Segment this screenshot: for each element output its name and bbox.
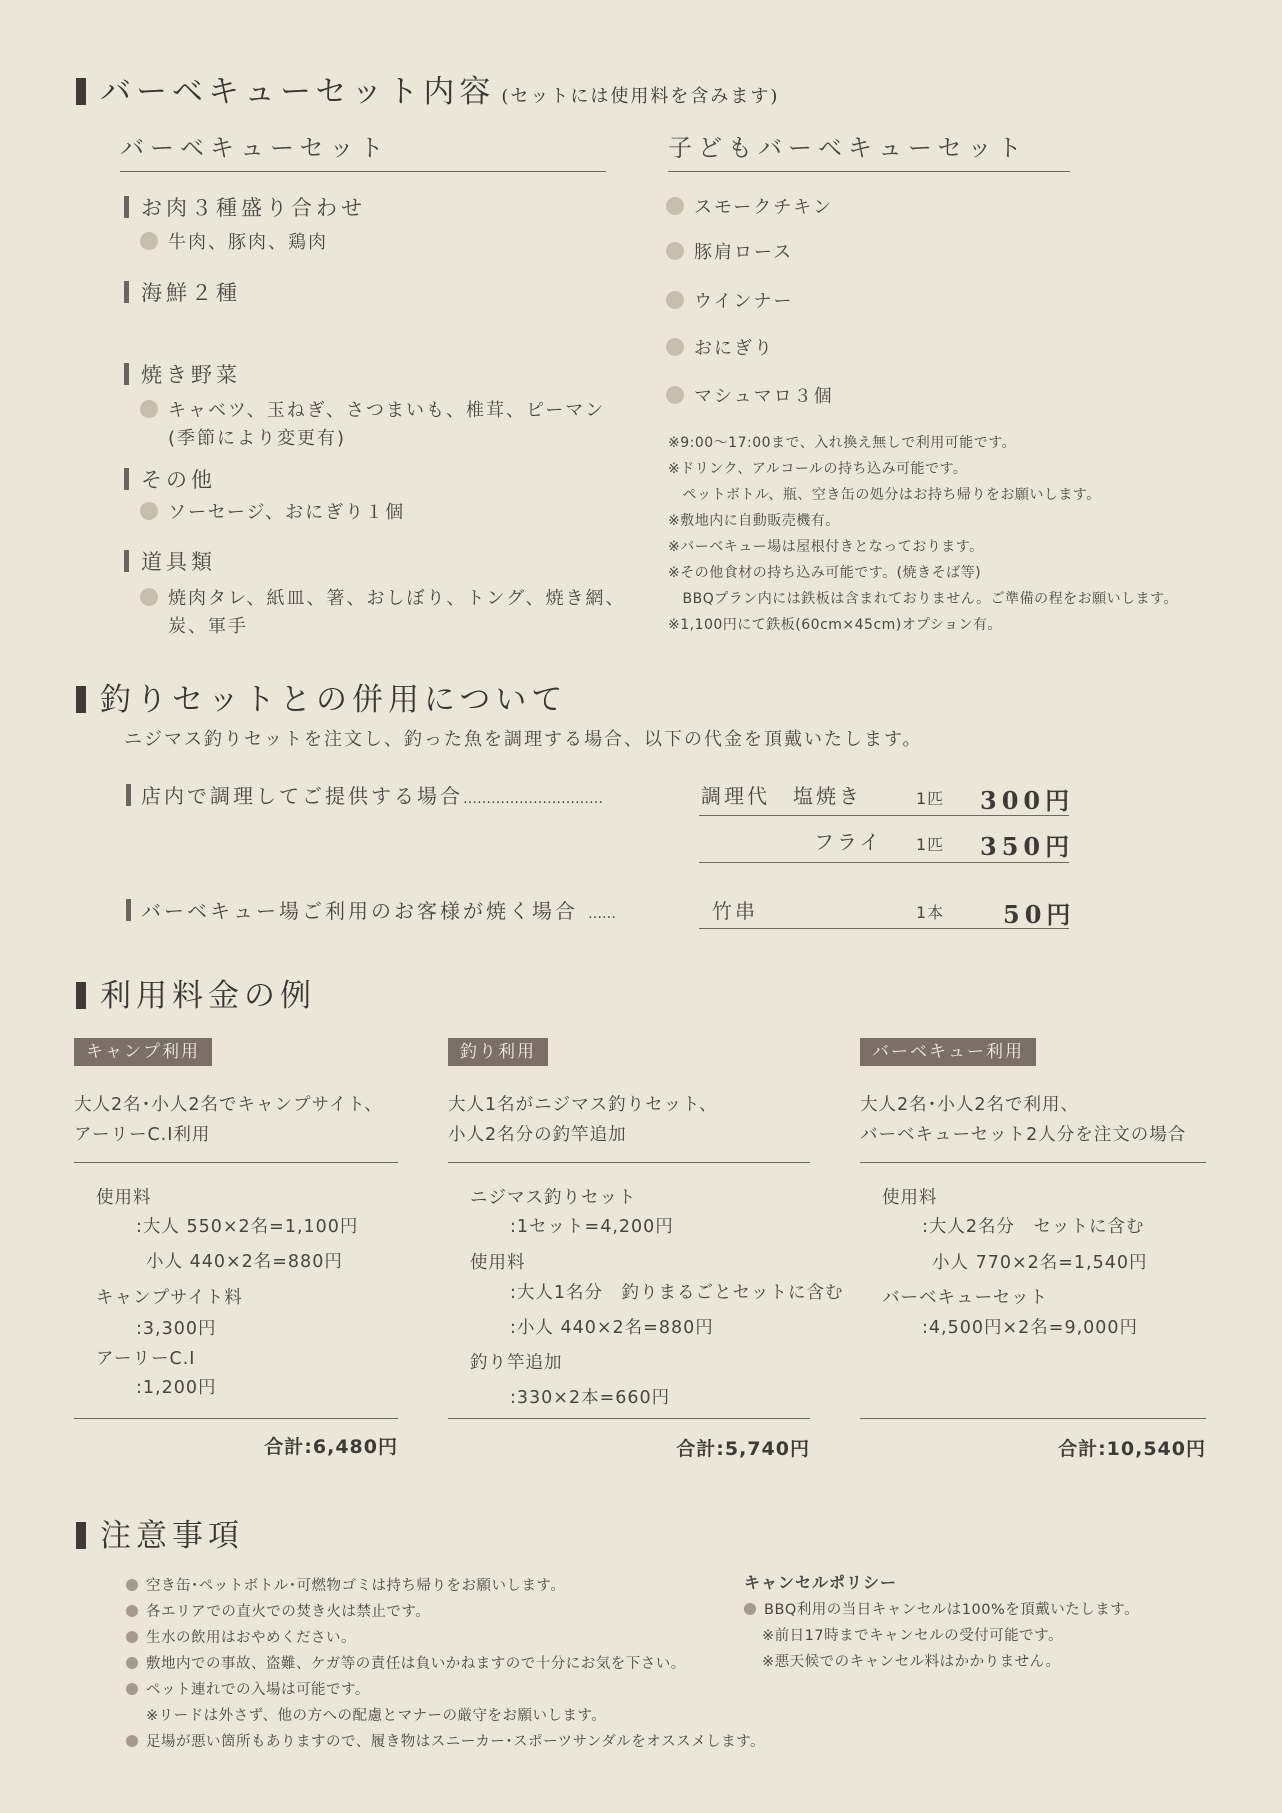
bullet-icon: [744, 1603, 756, 1615]
fishing-row-label: 店内で調理してご提供する場合…………………………: [126, 780, 603, 809]
bullet-icon: [140, 502, 158, 520]
other-heading: その他: [124, 464, 216, 494]
bbq-set-heading: バーベキューセット: [120, 128, 606, 172]
examples-section-title: 利用料金の例: [76, 970, 316, 1015]
divider: [74, 1162, 398, 1163]
bbq-note: ※敷地内に自動販売機有。: [668, 513, 840, 529]
title-bar-icon: [76, 78, 86, 105]
fish-desc: 大人1名がニジマス釣りセット、 小人2名分の釣竿追加: [448, 1095, 718, 1145]
bbq-line: :大人2名分 セットに含む: [922, 1217, 1145, 1237]
caution-item: 空き缶･ペットボトル･可燃物ゴミは持ち帰りをお願いします。: [126, 1574, 565, 1595]
divider: [699, 815, 1069, 816]
fishing-row-item: フライ: [814, 830, 883, 854]
kids-bbq-set-heading: 子どもバーベキューセット: [668, 128, 1070, 172]
bbq-note: ※9:00～17:00まで、入れ換え無しで利用可能です。: [668, 435, 1017, 451]
bullet-icon: [126, 1605, 138, 1617]
bbq-line: 使用料: [882, 1188, 938, 1208]
divider: [860, 1162, 1206, 1163]
fish-tag: 釣り利用: [448, 1038, 548, 1066]
camp-line: 使用料: [96, 1188, 152, 1208]
divider: [699, 862, 1069, 863]
caution-item: ペット連れでの入場は可能です。: [126, 1678, 370, 1699]
bbq-note: ※その他食材の持ち込み可能です。(焼きそば等): [668, 565, 982, 581]
cancel-policy-heading: キャンセルポリシー: [744, 1573, 898, 1592]
fish-line: ニジマス釣りセット: [470, 1188, 637, 1208]
divider: [699, 928, 1069, 929]
other-item: ソーセージ、おにぎり１個: [140, 498, 405, 524]
kids-item: おにぎり: [666, 334, 774, 360]
fish-line: :大人1名分 釣りまるごとセットに含む: [510, 1283, 844, 1303]
bbq-desc: 大人2名･小人2名で利用、 バーベキューセット2人分を注文の場合: [860, 1095, 1187, 1145]
tools-item: 焼肉タレ、紙皿、箸、おしぼり、トング、焼き網、: [140, 584, 625, 610]
bbq-line: :4,500円×2名=9,000円: [922, 1318, 1139, 1338]
bullet-icon: [666, 242, 684, 260]
caution-item: 足場が悪い箇所もありますので、履き物はスニーカー･スポーツサンダルをオススメします。: [126, 1730, 765, 1751]
fish-line: :1セット=4,200円: [510, 1217, 674, 1237]
bullet-icon: [126, 1579, 138, 1591]
cancel-subnote: ※悪天候でのキャンセル料はかかりません。: [762, 1654, 1061, 1670]
veg-note: (季節により変更有): [168, 428, 347, 449]
fishing-intro: ニジマス釣りセットを注文し、釣った魚を調理する場合、以下の代金を頂戴いたします。: [124, 729, 923, 750]
bbq-note: BBQプラン内には鉄板は含まれておりません。ご準備の程をお願いします。: [668, 591, 1178, 607]
divider: [448, 1418, 810, 1419]
cancel-subnote: ※前日17時までキャンセルの受付可能です。: [762, 1628, 1063, 1644]
bullet-icon: [126, 1631, 138, 1643]
caution-subnote: ※リードは外さず、他の方への配慮とマナーの厳守をお願いします。: [146, 1708, 607, 1724]
cancel-item: BBQ利用の当日キャンセルは100%を頂戴いたします。: [744, 1598, 1139, 1619]
camp-line: :3,300円: [136, 1319, 217, 1339]
fishing-row-price: 50円: [1003, 900, 1076, 929]
kids-item: ウインナー: [666, 287, 793, 313]
fishing-row-item: 調理代 塩焼き: [701, 784, 862, 808]
meat-item: 牛肉、豚肉、鶏肉: [140, 228, 328, 254]
bbq-line: 小人 770×2名=1,540円: [932, 1253, 1148, 1273]
fish-line: 使用料: [470, 1253, 526, 1273]
bbq-note: ※1,100円にて鉄板(60cm×45cm)オプション有。: [668, 617, 1003, 633]
kids-item: スモークチキン: [666, 193, 833, 219]
fishing-row-unit: 1匹: [916, 835, 945, 854]
caution-section-title: 注意事項: [76, 1510, 244, 1555]
fishing-section-title: 釣りセットとの併用について: [76, 674, 567, 719]
camp-desc: 大人2名･小人2名でキャンプサイト、 アーリーC.I利用: [74, 1095, 383, 1145]
title-bar-icon: [76, 982, 86, 1009]
bullet-icon: [126, 1683, 138, 1695]
veg-item: キャベツ、玉ねぎ、さつまいも、椎茸、ピーマン: [140, 396, 605, 422]
caution-item: 生水の飲用はおやめください。: [126, 1626, 356, 1647]
bbq-section-subtitle: (セットには使用料を含みます): [501, 86, 780, 107]
bbq-note: ※ドリンク、アルコールの持ち込み可能です。: [668, 461, 968, 477]
camp-tag: キャンプ利用: [74, 1038, 212, 1066]
seafood-heading: 海鮮２種: [124, 277, 241, 307]
title-bar-icon: [76, 1522, 86, 1549]
camp-line: 小人 440×2名=880円: [146, 1252, 343, 1272]
bullet-icon: [140, 400, 158, 418]
bullet-icon: [666, 197, 684, 215]
bullet-icon: [666, 338, 684, 356]
kids-item: 豚肩ロース: [666, 238, 793, 264]
divider: [860, 1418, 1206, 1419]
bullet-icon: [140, 232, 158, 250]
caution-item: 敷地内での事故、盗難、ケガ等の責任は負いかねますので十分にお気を下さい。: [126, 1652, 686, 1673]
fish-line: :330×2本=660円: [510, 1388, 671, 1408]
fishing-row-unit: 1本: [916, 903, 945, 922]
fishing-row-item: 竹串: [712, 899, 758, 923]
fishing-row-price: 350円: [980, 832, 1075, 861]
camp-line: :大人 550×2名=1,100円: [136, 1217, 359, 1237]
bullet-icon: [666, 291, 684, 309]
camp-line: :1,200円: [136, 1378, 217, 1398]
fishing-row-label: バーベキュー場ご利用のお客様が焼く場合 ……: [126, 895, 616, 924]
fishing-row-unit: 1匹: [916, 789, 945, 808]
camp-line: アーリーC.I: [96, 1349, 196, 1369]
fishing-row-price: 300円: [980, 786, 1075, 815]
bbq-tag: バーベキュー利用: [860, 1038, 1036, 1066]
fish-line: :小人 440×2名=880円: [510, 1318, 714, 1338]
bbq-note: ペットボトル、瓶、空き缶の処分はお持ち帰りをお願いします。: [668, 487, 1101, 503]
bullet-icon: [666, 386, 684, 404]
tools-item-cont: 炭、軍手: [168, 616, 248, 637]
fish-line: 釣り竿追加: [470, 1353, 563, 1373]
veg-heading: 焼き野菜: [124, 359, 241, 389]
fish-total: 合計:5,740円: [676, 1438, 810, 1460]
camp-line: キャンプサイト料: [96, 1288, 243, 1308]
title-bar-icon: [76, 686, 86, 713]
bullet-icon: [126, 1735, 138, 1747]
kids-item: マシュマロ３個: [666, 382, 834, 408]
caution-item: 各エリアでの直火での焚き火は禁止です。: [126, 1600, 430, 1621]
camp-total: 合計:6,480円: [264, 1436, 398, 1458]
tools-heading: 道具類: [124, 546, 216, 576]
divider: [448, 1162, 810, 1163]
bullet-icon: [140, 588, 158, 606]
bbq-note: ※バーベキュー場は屋根付きとなっております。: [668, 539, 984, 555]
bbq-total: 合計:10,540円: [1058, 1438, 1206, 1460]
bbq-line: バーベキューセット: [882, 1288, 1049, 1308]
bullet-icon: [126, 1657, 138, 1669]
meat-heading: お肉３種盛り合わせ: [124, 192, 366, 222]
bbq-section-title: バーベキューセット内容 (セットには使用料を含みます): [76, 66, 779, 111]
divider: [74, 1418, 398, 1419]
